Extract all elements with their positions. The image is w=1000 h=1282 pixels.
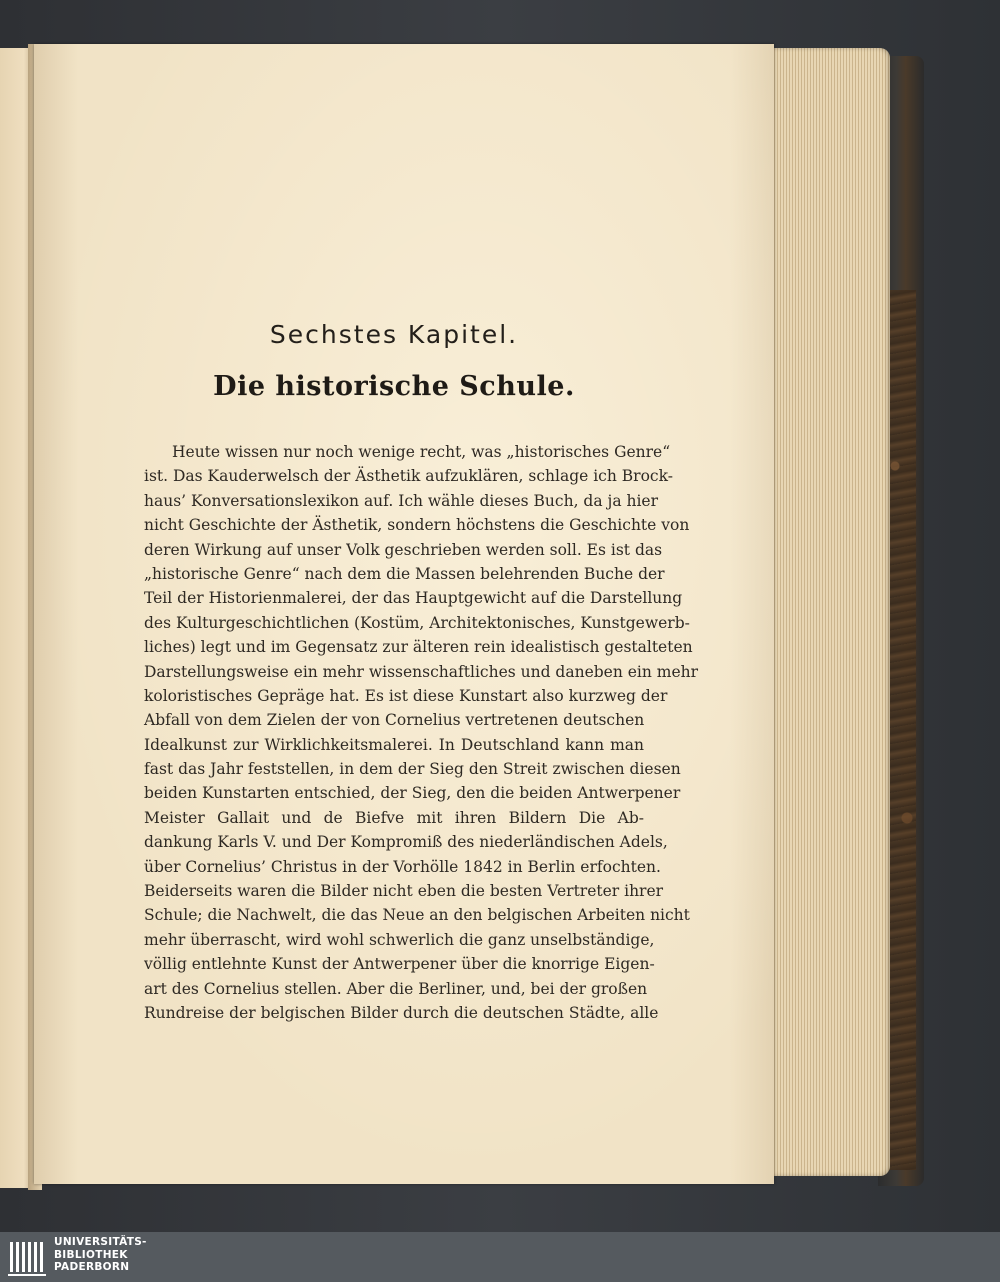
text-line: beiden Kunstarten entschied, der Sieg, den die beiden Antwerpener [144, 784, 681, 803]
text-line: mehr überrascht, wird wohl schwerlich die ganz unselbständige, [144, 930, 655, 949]
text-line: ist. Das Kauderwelsch der Ästhetik aufzuklären, schlage ich Brock- [144, 467, 673, 486]
text-line: Rundreise der belgischen Bilder durch die deutschen Städte, alle [144, 1003, 659, 1022]
page-text-area [144, 320, 699, 1025]
text-line: Darstellungsweise ein mehr wissenschaftliches und daneben ein mehr [144, 662, 699, 681]
footer-bar [0, 1232, 1000, 1282]
text-line: über Cornelius’ Christus in der Vorhölle 1842 in Berlin erfochten. [144, 857, 661, 876]
text-line: fast das Jahr feststellen, in dem der Sieg den Streit zwischen diesen [144, 760, 681, 779]
text-line: Teil der Historienmalerei, der das Hauptgewicht auf die Darstellung [144, 589, 683, 608]
text-line: Beiderseits waren die Bilder nicht eben die besten Vertreter ihrer [144, 882, 664, 901]
text-line: deren Wirkung auf unser Volk geschrieben werden soll. Es ist das [144, 540, 663, 559]
text-line: nicht Geschichte der Ästhetik, sondern höchstens die Geschichte von [144, 516, 690, 535]
marbled-cover-pattern [886, 290, 916, 1170]
logo-line: UNIVERSITÄTS- [54, 1236, 147, 1248]
text-line: dankung Karls V. und Der Kompromiß des niederländischen Adels, [144, 833, 668, 852]
text-line: des Kulturgeschichtlichen (Kostüm, Architektonisches, Kunstgewerb- [144, 613, 690, 632]
text-line: Schule; die Nachwelt, die das Neue an den belgischen Arbeiten nicht [144, 906, 690, 925]
body-text [144, 440, 699, 1025]
text-line: Abfall von dem Zielen der von Cornelius vertretenen deutschen [144, 711, 645, 730]
text-line: „historische Genre“ nach dem die Massen belehrenden Buche der [144, 564, 665, 583]
page-block-edges [772, 48, 890, 1176]
text-line: völlig entlehnte Kunst der Antwerpener über die knorrige Eigen- [144, 955, 655, 974]
text-line: liches) legt und im Gegensatz zur älteren rein idealistisch gestalteten [144, 638, 693, 657]
text-line: haus’ Konversationslexikon auf. Ich wähle dieses Buch, da ja hier [144, 491, 659, 510]
library-logo-icon [8, 1238, 50, 1278]
text-line: Meister Gallait und de Biefve mit ihren Bildern Die Ab- [144, 808, 644, 827]
logo-line: BIBLIOTHEK [54, 1248, 128, 1261]
library-logo-text [54, 1236, 147, 1274]
text-line: art des Cornelius stellen. Aber die Berliner, und, bei der großen [144, 979, 648, 998]
text-line: Idealkunst zur Wirklichkeitsmalerei. In Deutschland kann man [144, 735, 644, 754]
section-title: Die historische Schule. [213, 371, 575, 402]
text-line: koloristisches Gepräge hat. Es ist diese Kunstart also kurzweg der [144, 686, 668, 705]
logo-line: PADERBORN [54, 1261, 130, 1273]
text-line: Heute wissen nur noch wenige recht, was „historisches Genre“ [172, 443, 671, 461]
chapter-title: Sechstes Kapitel. [269, 320, 519, 349]
